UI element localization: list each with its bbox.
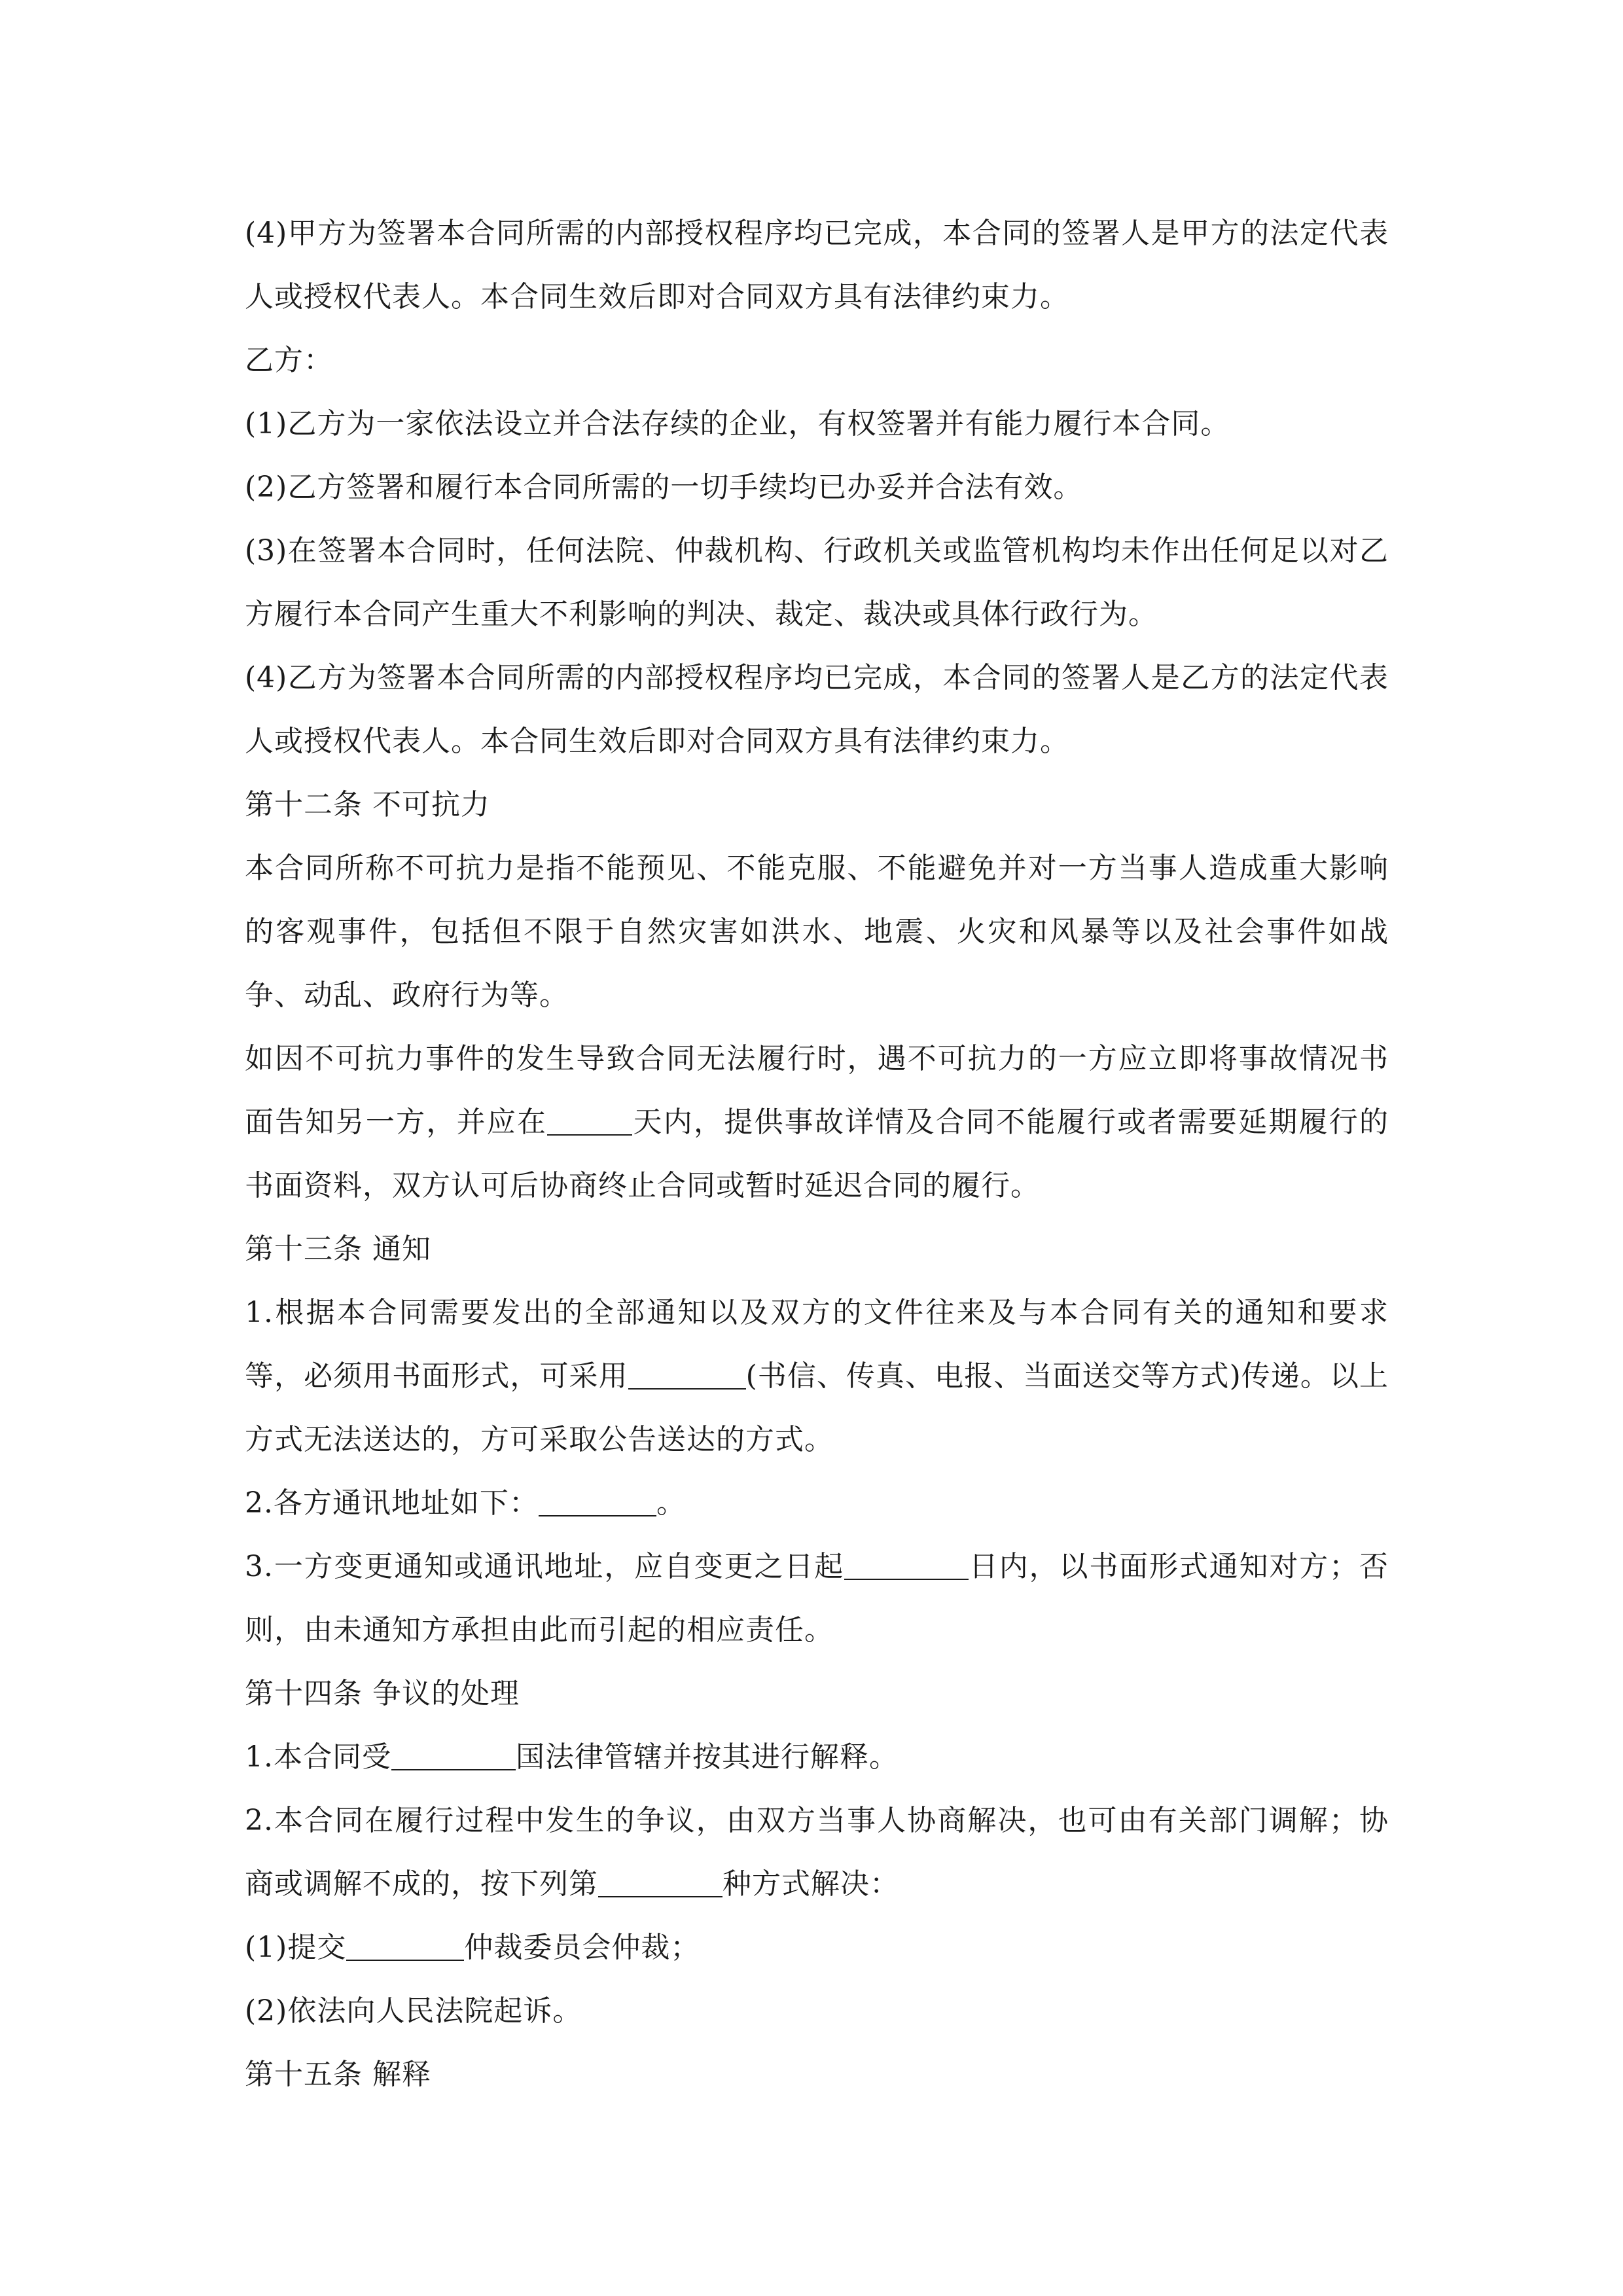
text-segment: 2.各方通讯地址如下： bbox=[245, 1486, 539, 1520]
clause-party-b-3: (3)在签署本合同时，任何法院、仲裁机构、行政机关或监管机构均未作出任何足以对乙方履行本合同产生重大不利影响的判决、裁定、裁决或具体行政行为。 bbox=[245, 534, 1389, 631]
article-13-item-2 bbox=[245, 1471, 1389, 1535]
fill-blank-governing-law[interactable] bbox=[391, 1738, 516, 1770]
text-segment: 种方式解决： bbox=[722, 1867, 899, 1901]
clause-party-b-2: (2)乙方签署和履行本合同所需的一切手续均已办妥并合法有效。 bbox=[245, 471, 1083, 504]
fill-blank-days[interactable] bbox=[547, 1103, 632, 1136]
article-13-item-1 bbox=[245, 1281, 1389, 1471]
article-14-heading: 第十四条 争议的处理 bbox=[245, 1677, 520, 1710]
text-segment: 日内，以书面形式通知对方；否则，由未通知方承担由此而引起的相应责任。 bbox=[245, 1550, 1389, 1647]
clause-party-a-4: (4)甲方为签署本合同所需的内部授权程序均已完成，本合同的签署人是甲方的法定代表人或授权代表人。本合同生效后即对合同双方具有法律约束力。 bbox=[245, 217, 1389, 314]
fill-blank-method-number[interactable] bbox=[598, 1865, 722, 1897]
article-12-heading: 第十二条 不可抗力 bbox=[245, 788, 490, 821]
text-segment: 3.一方变更通知或通讯地址，应自变更之日起 bbox=[245, 1550, 845, 1583]
text-segment: 1.根据本合同需要发出的全部通知以及双方的文件往来及与本合同有关的通知和要求等，必须用书面形式，可采用 bbox=[245, 1296, 1389, 1393]
text-segment: 。 bbox=[656, 1486, 686, 1520]
fill-blank-address[interactable] bbox=[539, 1484, 656, 1516]
article-12-definition: 本合同所称不可抗力是指不能预见、不能克服、不能避免并对一方当事人造成重大影响的客观事件，包括但不限于自然灾害如洪水、地震、火灾和风暴等以及社会事件如战争、动乱、政府行为等。 bbox=[245, 852, 1389, 1012]
article-14-item-1 bbox=[245, 1725, 1389, 1789]
text-segment: 1.本合同受 bbox=[245, 1740, 391, 1774]
text-segment: 仲裁委员会仲裁； bbox=[464, 1931, 700, 1964]
document-body bbox=[245, 202, 1389, 2106]
article-15-heading: 第十五条 解释 bbox=[245, 2058, 431, 2091]
article-14-option-2: (2)依法向人民法院起诉。 bbox=[245, 1994, 582, 2028]
article-14-option-1 bbox=[245, 1916, 1389, 1979]
party-b-heading: 乙方： bbox=[245, 344, 333, 377]
article-12-notice bbox=[245, 1027, 1389, 1217]
fill-blank-arbitration-commission[interactable] bbox=[346, 1928, 464, 1961]
article-14-item-2 bbox=[245, 1789, 1389, 1916]
text-segment: 如因不可抗力事件的发生导致合同无法履行时，遇不可抗力的一方应立即将事故情况书面告知另一方，并应在 bbox=[245, 1042, 1389, 1139]
article-13-item-3 bbox=[245, 1535, 1389, 1662]
text-segment: 2.本合同在履行过程中发生的争议，由双方当事人协商解决，也可由有关部门调解；协商或调解不成的，按下列第 bbox=[245, 1804, 1389, 1901]
clause-party-b-4: (4)乙方为签署本合同所需的内部授权程序均已完成，本合同的签署人是乙方的法定代表人或授权代表人。本合同生效后即对合同双方具有法律约束力。 bbox=[245, 661, 1389, 758]
text-segment: (书信、传真、电报、当面送交等方式)传递。以上方式无法送达的，方可采取公告送达的方式。 bbox=[245, 1359, 1389, 1456]
text-segment: 国法律管辖并按其进行解释。 bbox=[515, 1740, 899, 1774]
article-13-heading: 第十三条 通知 bbox=[245, 1232, 431, 1266]
text-segment: 天内，提供事故详情及合同不能履行或者需要延期履行的书面资料，双方认可后协商终止合同或暂时延迟合同的履行。 bbox=[245, 1105, 1389, 1202]
fill-blank-change-days[interactable] bbox=[844, 1547, 969, 1580]
text-segment: (1)提交 bbox=[245, 1931, 347, 1964]
clause-party-b-1: (1)乙方为一家依法设立并合法存续的企业，有权签署并有能力履行本合同。 bbox=[245, 407, 1230, 440]
fill-blank-delivery-method[interactable] bbox=[628, 1357, 746, 1390]
